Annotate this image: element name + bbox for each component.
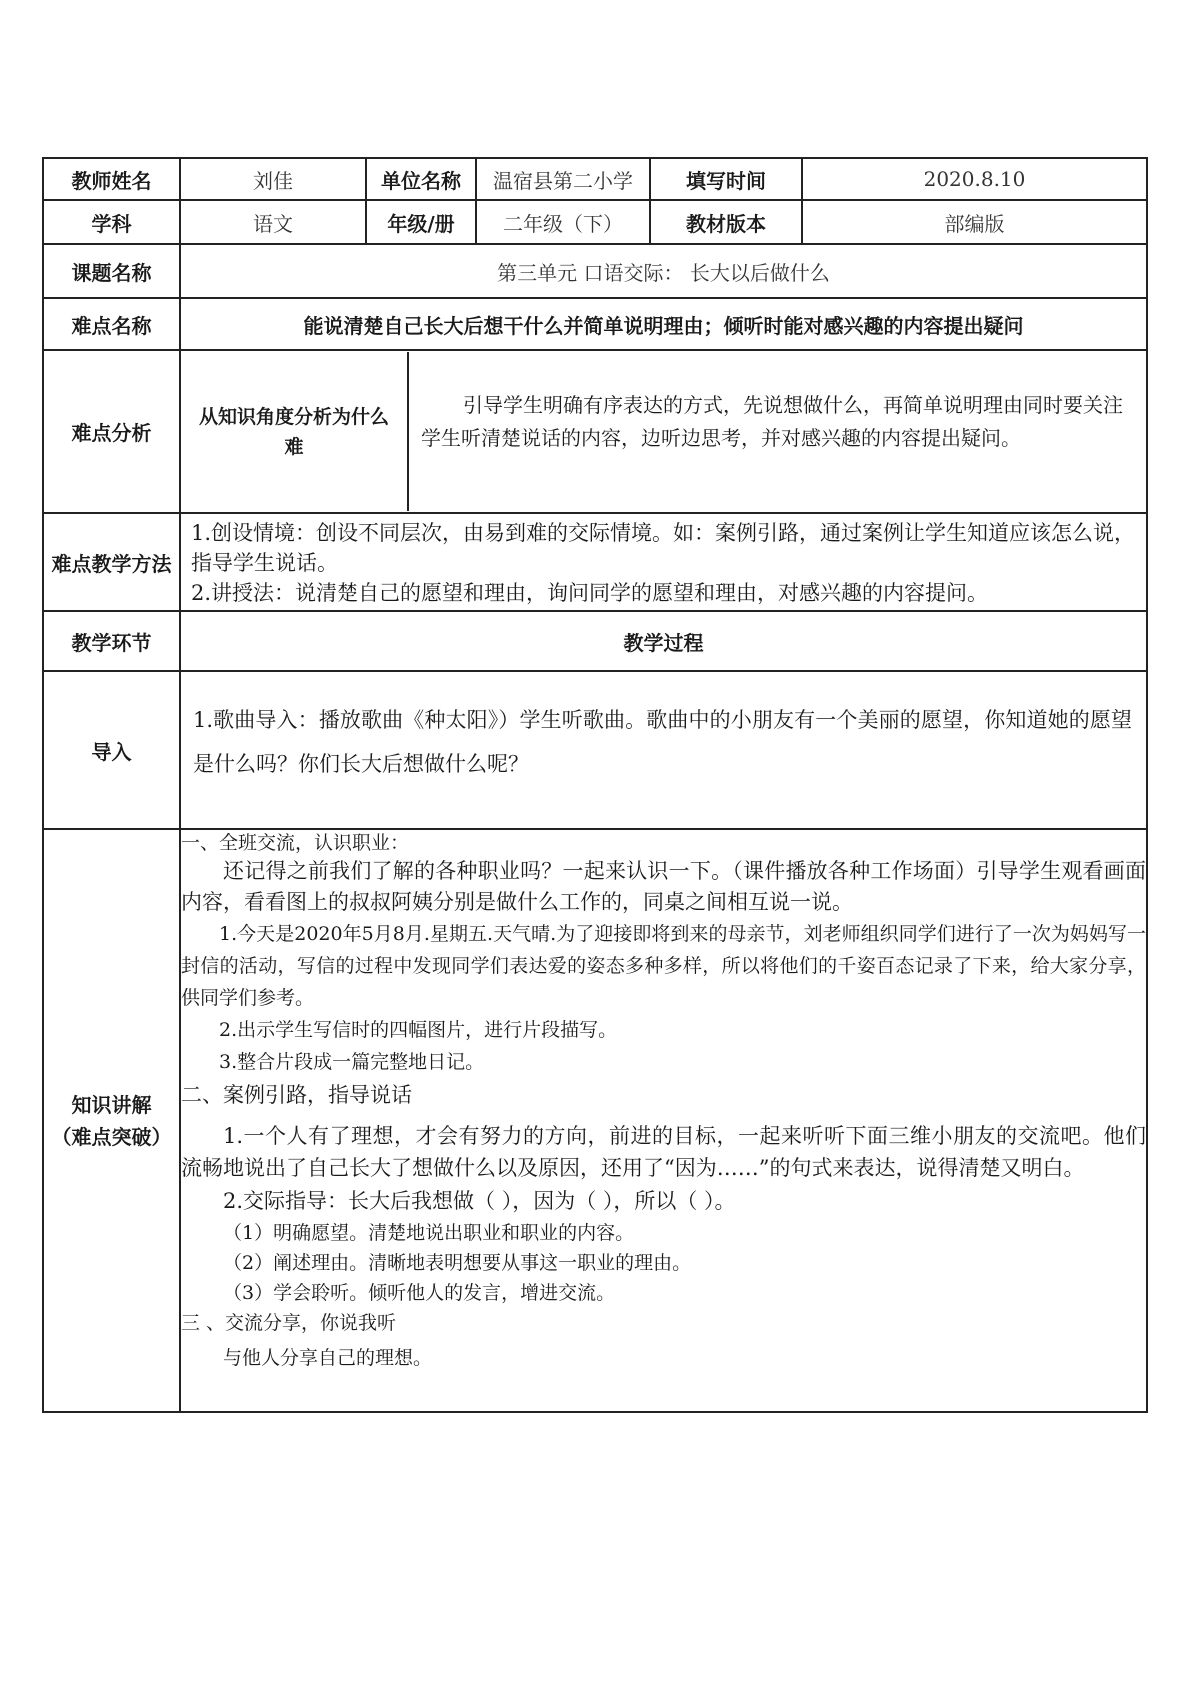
stage-label: 教学环节: [43, 611, 180, 671]
lecture-line-7: 1.一个人有了理想，才会有努力的方向，前进的目标，一起来听听下面三维小朋友的交流吧。他们流畅地说出了自己长大了想做什么以及原因，还用了“因为……”的句式来表达，说得清楚又明白。: [181, 1124, 1146, 1180]
process-header-row: [43, 611, 1147, 671]
lecture-line-6: 二、案例引路，指导说话: [181, 1083, 412, 1107]
topic-value: 第三单元 口语交际： 长大以后做什么: [180, 244, 1147, 298]
subject-value: 语文: [180, 200, 366, 244]
method-line-2: 2.讲授法：说清楚自己的愿望和理由，询问同学的愿望和理由，对感兴趣的内容提问。: [191, 581, 989, 605]
lecture-label: [43, 829, 180, 1412]
analysis-sub-label: 从知识角度分析为什么难: [181, 352, 408, 511]
unit-name-value: 温宿县第二小学: [476, 158, 650, 200]
teacher-name-value: 刘佳: [180, 158, 366, 200]
grade-value: 二年级（下）: [476, 200, 650, 244]
lesson-plan-sheet: [42, 157, 1146, 1413]
lecture-line-11: （3）学会聆听。倾听他人的发言，增进交流。: [223, 1282, 616, 1304]
lecture-line-13: 与他人分享自己的理想。: [223, 1347, 433, 1369]
lecture-line-1: 一、全班交流，认识职业：: [181, 832, 410, 854]
method-line-1: 1.创设情境：创设不同层次，由易到难的交际情境。如：案例引路，通过案例让学生知道应该怎么说，指导学生说话。: [191, 521, 1136, 575]
lecture-line-2: 还记得之前我们了解的各种职业吗？一起来认识一下。（课件播放各种工作场面）引导学生观看画面内容，看看图上的叔叔阿姨分别是做什么工作的，同桌之间相互说一说。: [181, 859, 1146, 914]
difficulty-label: 难点名称: [43, 298, 180, 350]
difficulty-value: 能说清楚自己长大后想干什么并简单说明理由；倾听时能对感兴趣的内容提出疑问: [180, 298, 1147, 350]
topic-row: [43, 244, 1147, 298]
method-label: 难点教学方法: [43, 513, 180, 611]
analysis-text: 引导学生明确有序表达的方式，先说想做什么，再简单说明理由同时要关注学生听清楚说话的内容，边听边思考，并对感兴趣的内容提出疑问。: [421, 392, 1123, 450]
edition-label: 教材版本: [650, 200, 802, 244]
intro-text: 1.歌曲导入：播放歌曲《种太阳》）学生听歌曲。歌曲中的小朋友有一个美丽的愿望，你知道她的愿望是什么吗？你们长大后想做什么呢？: [193, 708, 1132, 776]
fill-date-label: 填写时间: [650, 158, 802, 200]
lesson-plan-table: [42, 157, 1148, 1413]
subject-label: 学科: [43, 200, 180, 244]
lecture-label-line-1: 知识讲解: [71, 1092, 152, 1117]
lecture-line-10: （2）阐述理由。清晰地表明想要从事这一职业的理由。: [223, 1252, 692, 1274]
method-row: [43, 513, 1147, 611]
intro-label: 导入: [43, 671, 180, 829]
analysis-text-cell: [408, 352, 1146, 511]
header-row-2: [43, 200, 1147, 244]
edition-value: 部编版: [802, 200, 1147, 244]
lecture-line-12: 三 、交流分享，你说我听: [181, 1312, 397, 1334]
process-label: 教学过程: [180, 611, 1147, 671]
analysis-label: 难点分析: [43, 350, 180, 513]
unit-name-label: 单位名称: [366, 158, 476, 200]
lecture-content: [180, 829, 1147, 1412]
method-content: [180, 513, 1147, 611]
analysis-inner-table: [181, 352, 1146, 511]
grade-label: 年级/册: [366, 200, 476, 244]
teacher-name-label: 教师姓名: [43, 158, 180, 200]
lecture-row: [43, 829, 1147, 1412]
header-row-1: [43, 158, 1147, 200]
intro-content: [180, 671, 1147, 829]
analysis-row: [43, 350, 1147, 513]
lecture-line-4: 2.出示学生写信时的四幅图片，进行片段描写。: [219, 1019, 618, 1041]
lecture-label-line-2: （难点突破）: [51, 1124, 172, 1149]
lecture-line-9: （1）明确愿望。清楚地说出职业和职业的内容。: [223, 1222, 635, 1244]
intro-row: [43, 671, 1147, 829]
lecture-line-3: 1.今天是2020年5月8月.星期五.天气晴.为了迎接即将到来的母亲节，刘老师组织同学们进行了一次为妈妈写一封信的活动，写信的过程中发现同学们表达爱的姿态多种多样，所以将他们的千姿百态记录了下来，给大家分享，供同学们参考。: [181, 923, 1146, 1009]
lecture-line-5: 3.整合片段成一篇完整地日记。: [219, 1051, 485, 1073]
analysis-content-cell: [180, 350, 1147, 513]
difficulty-row: [43, 298, 1147, 350]
lecture-line-8: 2.交际指导：长大后我想做（ ），因为（ ），所以（ ）。: [223, 1189, 736, 1213]
topic-label: 课题名称: [43, 244, 180, 298]
fill-date-value: 2020.8.10: [802, 158, 1147, 200]
